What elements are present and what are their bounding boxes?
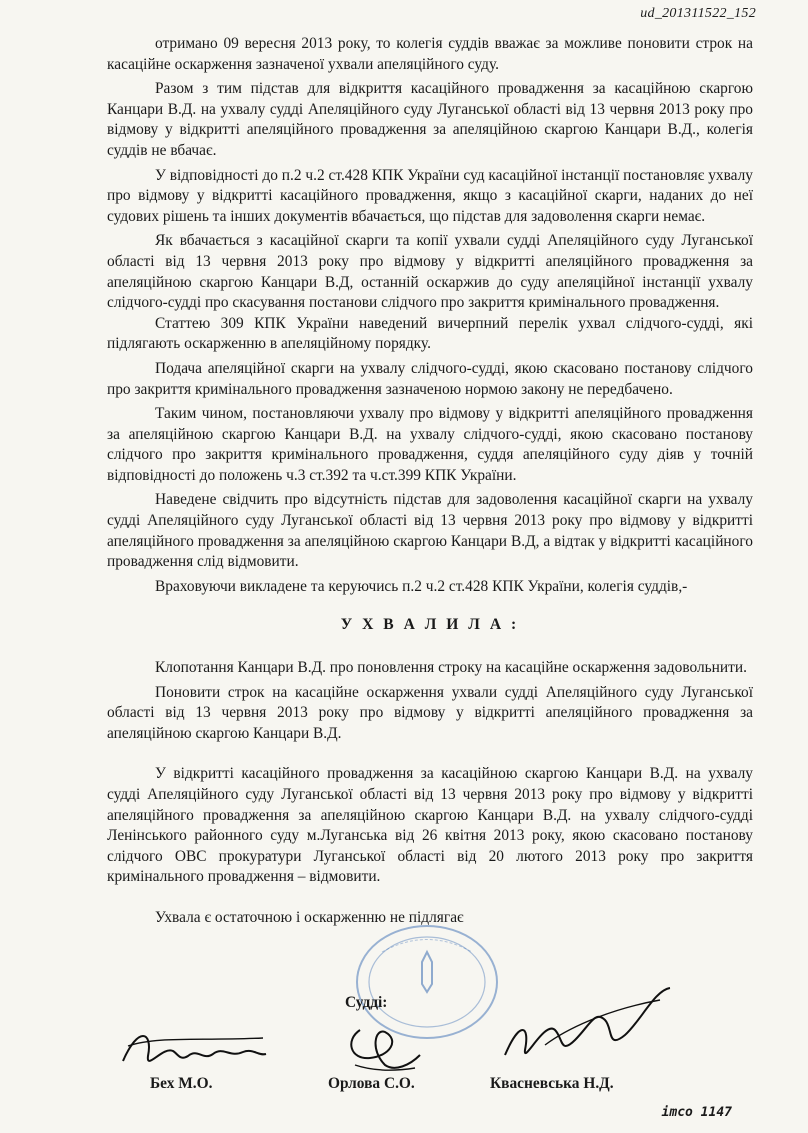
paragraph-9: Враховуючи викладене та керуючись п.2 ч.2 ст.428 КПК України, колегія суддів,- xyxy=(155,577,688,595)
document-reference-code: ud_201311522_152 xyxy=(640,6,756,21)
resolution-heading: У Х В А Л И Л А : xyxy=(340,616,520,634)
final-note: Ухвала є остаточною і оскарженню не підлягає xyxy=(155,908,464,926)
document-body xyxy=(107,34,753,929)
paragraph-4: Як вбачається з касаційної скарги та копії ухвали судді Апеляційного суду Луганської області від 13 червня 2013 року про відмову у відкритті апеляційного провадження за апеляційною скаргою Канцари В.Д, останній оскаржив до суду апеляційної інстанції ухвалу слідчого-судді про скасування постанови слідчого про закриття кримінального провадження. xyxy=(107,232,753,312)
paragraph-7: Таким чином, постановляючи ухвалу про відмову у відкритті апеляційного провадження за апеляційною скаргою Канцари В.Д. на ухвалу слідчого-судді, якою скасовано постанову слідчого про закриття кримінального провадження, суддя апеляційного суду діяв у точній відповідності до положень ч.3 ст.392 та ч.ст.399 КПК України. xyxy=(107,405,753,484)
resolution-3: У відкритті касаційного провадження за касаційною скаргою Канцари В.Д. на ухвалу судді Апеляційного суду Луганської області від 13 червня 2013 року про відмову у відкритті апеляційного провадження за апеляційною скаргою Канцари В.Д. на ухвалу слідчого-судді Ленінського районного суду м.Луганська від 26 квітня 2013 року, якою скасовано постанову слідчого ОВС прокуратури Луганської області від 20 лютого 2013 року про закриття кримінального провадження – відмовити. xyxy=(107,765,753,886)
paragraph-2: Разом з тим підстав для відкриття касаційного провадження за касаційною скаргою Канцари В.Д. на ухвалу судді Апеляційного суду Луганської області від 13 червня 2013 року про відмову у відкритті апеляційного провадження за апеляційною скаргою Канцари В.Д., колегія суддів не вбачає. xyxy=(107,80,753,159)
judge-name-3: Квасневська Н.Д. xyxy=(490,1075,614,1092)
signature-3-icon xyxy=(495,980,675,1070)
paragraph-5: Статтею 309 КПК України наведений вичерпний перелік ухвал слідчого-судді, які підлягають оскарженню в апеляційному порядку. xyxy=(107,314,753,353)
resolution-2: Поновити строк на касаційне оскарження ухвали судді Апеляційного суду Луганської області від 13 червня 2013 року про відмову у відкритті апеляційного провадження за апеляційною скаргою Канцари В.Д. xyxy=(107,683,753,742)
judge-name-1: Бех М.О. xyxy=(150,1075,213,1092)
paragraph-6: Подача апеляційної скарги на ухвалу слідчого-судді, якою скасовано постанову слідчого про закриття кримінального провадження зазначеною нормою закону не передбачено. xyxy=(107,359,753,398)
judge-name-2: Орлова С.О. xyxy=(328,1075,415,1092)
signature-2-icon xyxy=(340,1010,430,1076)
signature-1-icon xyxy=(118,1016,268,1076)
paragraph-1: отримано 09 вересня 2013 року, то колегія суддів вважає за можливе поновити строк на касаційне оскарження зазначеної ухвали апеляційного суду. xyxy=(107,35,753,73)
resolution-1: Клопотання Канцари В.Д. про поновлення строку на касаційне оскарження задовольнити. xyxy=(155,659,747,677)
paragraph-8: Наведене свідчить про відсутність підстав для задоволення касаційної скарги на ухвалу судді Апеляційного суду Луганської області від 13 червня 2013 року про відмову у відкритті апеляційного провадження за апеляційною скаргою Канцари В.Д, а відтак у відкритті касаційного провадження слід відмовити. xyxy=(107,491,753,571)
judges-label: Судді: xyxy=(345,994,388,1011)
paragraph-3: У відповідності до п.2 ч.2 ст.428 КПК України суд касаційної інстанції постановляє ухвалу про відмову у відкритті касаційного провадження, якщо з касаційної скарги, наданих до неї судових рішень та інших документів вбачається, що підстав для задоволення скарги немає. xyxy=(107,166,753,225)
handwritten-page-mark: imco 1147 xyxy=(661,1105,732,1120)
